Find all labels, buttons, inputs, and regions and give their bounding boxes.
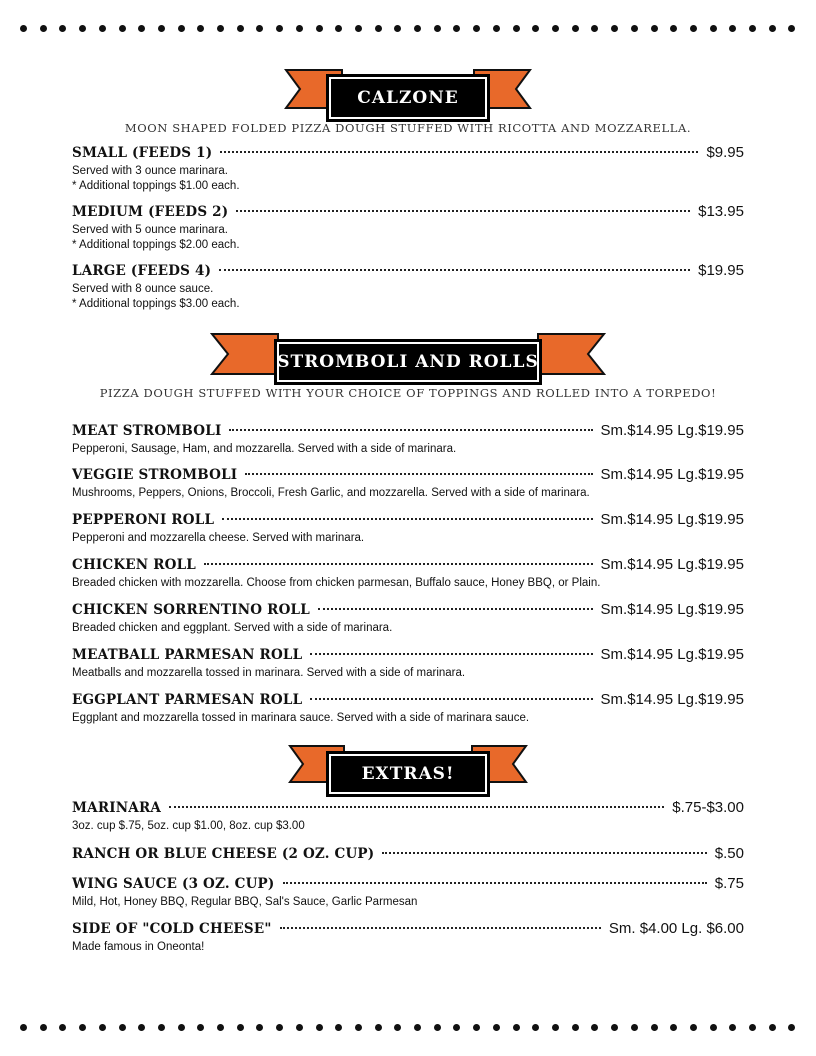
border-dot bbox=[473, 25, 480, 32]
menu-item-description: Pepperoni, Sausage, Ham, and mozzarella. Served with a side of marinara. bbox=[72, 443, 457, 455]
border-dot bbox=[690, 25, 697, 32]
border-dot bbox=[178, 1024, 185, 1031]
border-dot bbox=[237, 1024, 244, 1031]
menu-item-name: RANCH OR BLUE CHEESE (2 OZ. CUP) bbox=[72, 846, 375, 862]
menu-item-row bbox=[72, 144, 744, 164]
menu-item-row bbox=[72, 875, 744, 895]
menu-item-price: $.75 bbox=[714, 875, 744, 892]
border-dot bbox=[394, 1024, 401, 1031]
menu-item-name: EGGPLANT PARMESAN ROLL bbox=[72, 692, 303, 708]
menu-item-description: Mild, Hot, Honey BBQ, Regular BBQ, Sal's Sauce, Garlic Parmesan bbox=[72, 896, 418, 908]
border-dot bbox=[79, 25, 86, 32]
border-dot bbox=[552, 1024, 559, 1031]
menu-item-price: $9.95 bbox=[706, 144, 744, 161]
border-dot bbox=[749, 1024, 756, 1031]
border-dot bbox=[119, 1024, 126, 1031]
menu-item-description: Pepperoni and mozzarella cheese. Served with marinara. bbox=[72, 532, 365, 544]
border-dot bbox=[532, 1024, 539, 1031]
border-dot bbox=[749, 25, 756, 32]
menu-item-name: LARGE (FEEDS 4) bbox=[72, 263, 212, 279]
border-dot bbox=[237, 25, 244, 32]
border-dot bbox=[138, 25, 145, 32]
calzone-title: CALZONE bbox=[326, 74, 490, 122]
border-dot bbox=[99, 25, 106, 32]
menu-item bbox=[72, 511, 744, 546]
border-dot bbox=[296, 1024, 303, 1031]
menu-item bbox=[72, 799, 744, 834]
border-dot bbox=[217, 1024, 224, 1031]
dot-leader bbox=[219, 269, 690, 271]
border-dot bbox=[651, 25, 658, 32]
border-dot bbox=[690, 1024, 697, 1031]
top-dot-border bbox=[20, 23, 796, 33]
border-dot bbox=[414, 1024, 421, 1031]
menu-item-row bbox=[72, 691, 744, 711]
border-dot bbox=[769, 1024, 776, 1031]
border-dot bbox=[729, 1024, 736, 1031]
border-dot bbox=[276, 1024, 283, 1031]
border-dot bbox=[710, 25, 717, 32]
menu-item-row bbox=[72, 466, 744, 486]
border-dot bbox=[552, 25, 559, 32]
menu-item-name: MEATBALL PARMESAN ROLL bbox=[72, 647, 303, 663]
menu-item-price: $.50 bbox=[714, 845, 744, 862]
dot-leader bbox=[310, 653, 592, 655]
menu-item-row bbox=[72, 511, 744, 531]
menu-item-description: Eggplant and mozzarella tossed in marinara sauce. Served with a side of marinara sauce. bbox=[72, 712, 530, 724]
border-dot bbox=[119, 25, 126, 32]
border-dot bbox=[611, 1024, 618, 1031]
menu-item-description: Served with 3 ounce marinara. bbox=[72, 165, 228, 177]
border-dot bbox=[394, 25, 401, 32]
border-dot bbox=[453, 1024, 460, 1031]
menu-item-price: $13.95 bbox=[698, 203, 744, 220]
border-dot bbox=[197, 1024, 204, 1031]
border-dot bbox=[40, 25, 47, 32]
menu-item-row bbox=[72, 422, 744, 442]
border-dot bbox=[572, 1024, 579, 1031]
border-dot bbox=[631, 1024, 638, 1031]
stromboli-intro: PIZZA DOUGH STUFFED WITH YOUR CHOICE OF TOPPINGS AND ROLLED INTO A TORPEDO! bbox=[99, 386, 717, 400]
menu-item-name: PEPPERONI ROLL bbox=[72, 512, 215, 528]
menu-item bbox=[72, 845, 744, 865]
menu-item-row bbox=[72, 920, 744, 940]
border-dot bbox=[611, 25, 618, 32]
menu-item bbox=[72, 875, 744, 910]
border-dot bbox=[99, 1024, 106, 1031]
border-dot bbox=[473, 1024, 480, 1031]
menu-item-description: Served with 5 ounce marinara. bbox=[72, 224, 228, 236]
menu-item-price: Sm.$14.95 Lg.$19.95 bbox=[600, 691, 744, 708]
menu-item bbox=[72, 262, 744, 312]
menu-item-name: MARINARA bbox=[72, 800, 162, 816]
menu-item-name: CHICKEN SORRENTINO ROLL bbox=[72, 602, 310, 618]
border-dot bbox=[59, 1024, 66, 1031]
border-dot bbox=[158, 25, 165, 32]
menu-item bbox=[72, 556, 744, 591]
banner-ribbon-left bbox=[210, 332, 280, 376]
border-dot bbox=[40, 1024, 47, 1031]
menu-item bbox=[72, 601, 744, 636]
menu-item-row bbox=[72, 556, 744, 576]
border-dot bbox=[493, 1024, 500, 1031]
border-dot bbox=[217, 25, 224, 32]
menu-item-description: * Additional toppings $1.00 each. bbox=[72, 180, 240, 192]
border-dot bbox=[256, 25, 263, 32]
border-dot bbox=[276, 25, 283, 32]
menu-item-price: $19.95 bbox=[698, 262, 744, 279]
menu-item bbox=[72, 646, 744, 681]
border-dot bbox=[788, 25, 795, 32]
border-dot bbox=[670, 25, 677, 32]
menu-item-name: MEAT STROMBOLI bbox=[72, 423, 222, 439]
border-dot bbox=[591, 1024, 598, 1031]
menu-item-name: CHICKEN ROLL bbox=[72, 557, 196, 573]
border-dot bbox=[670, 1024, 677, 1031]
border-dot bbox=[355, 25, 362, 32]
dot-leader bbox=[245, 473, 592, 475]
border-dot bbox=[335, 1024, 342, 1031]
menu-item bbox=[72, 203, 744, 253]
border-dot bbox=[158, 1024, 165, 1031]
menu-item bbox=[72, 466, 744, 501]
menu-item-description: Mushrooms, Peppers, Onions, Broccoli, Fresh Garlic, and mozzarella. Served with a side of marinara. bbox=[72, 487, 590, 499]
border-dot bbox=[788, 1024, 795, 1031]
stromboli-title: STROMBOLI AND ROLLS bbox=[274, 339, 542, 385]
dot-leader bbox=[204, 563, 593, 565]
menu-item bbox=[72, 422, 744, 457]
menu-item-price: Sm. $4.00 Lg. $6.00 bbox=[608, 920, 744, 937]
border-dot bbox=[453, 25, 460, 32]
dot-leader bbox=[236, 210, 690, 212]
dot-leader bbox=[222, 518, 592, 520]
dot-leader bbox=[280, 927, 601, 929]
menu-item-description: * Additional toppings $2.00 each. bbox=[72, 239, 240, 251]
extras-title: EXTRAS! bbox=[326, 751, 490, 797]
border-dot bbox=[20, 25, 27, 32]
border-dot bbox=[178, 25, 185, 32]
border-dot bbox=[59, 25, 66, 32]
border-dot bbox=[729, 25, 736, 32]
border-dot bbox=[316, 1024, 323, 1031]
border-dot bbox=[769, 25, 776, 32]
border-dot bbox=[138, 1024, 145, 1031]
menu-item-description: Meatballs and mozzarella tossed in marinara. Served with a side of marinara. bbox=[72, 667, 466, 679]
dot-leader bbox=[283, 882, 707, 884]
menu-item-price: Sm.$14.95 Lg.$19.95 bbox=[600, 422, 744, 439]
border-dot bbox=[197, 25, 204, 32]
border-dot bbox=[375, 25, 382, 32]
menu-item-description: * Additional toppings $3.00 each. bbox=[72, 298, 240, 310]
menu-item-price: Sm.$14.95 Lg.$19.95 bbox=[600, 466, 744, 483]
menu-item-row bbox=[72, 601, 744, 621]
menu-item-row bbox=[72, 262, 744, 282]
menu-item-price: Sm.$14.95 Lg.$19.95 bbox=[600, 511, 744, 528]
border-dot bbox=[79, 1024, 86, 1031]
menu-item-name: WING SAUCE (3 OZ. CUP) bbox=[72, 876, 275, 892]
menu-item-description: Made famous in Oneonta! bbox=[72, 941, 205, 953]
border-dot bbox=[631, 25, 638, 32]
calzone-intro: MOON SHAPED FOLDED PIZZA DOUGH STUFFED WITH RICOTTA AND MOZZARELLA. bbox=[124, 121, 692, 135]
menu-item-row bbox=[72, 799, 744, 819]
menu-item-name: SMALL (FEEDS 1) bbox=[72, 145, 213, 161]
dot-leader bbox=[229, 429, 592, 431]
menu-item-row bbox=[72, 845, 744, 865]
border-dot bbox=[296, 25, 303, 32]
dot-leader bbox=[382, 852, 706, 854]
menu-item-row bbox=[72, 203, 744, 223]
border-dot bbox=[375, 1024, 382, 1031]
border-dot bbox=[572, 25, 579, 32]
menu-item-price: Sm.$14.95 Lg.$19.95 bbox=[600, 646, 744, 663]
menu-item bbox=[72, 691, 744, 726]
menu-item-name: MEDIUM (FEEDS 2) bbox=[72, 204, 229, 220]
border-dot bbox=[20, 1024, 27, 1031]
border-dot bbox=[414, 25, 421, 32]
dot-leader bbox=[310, 698, 592, 700]
menu-item-description: 3oz. cup $.75, 5oz. cup $1.00, 8oz. cup $3.00 bbox=[72, 820, 305, 832]
border-dot bbox=[513, 1024, 520, 1031]
menu-item bbox=[72, 144, 744, 194]
dot-leader bbox=[318, 608, 593, 610]
border-dot bbox=[591, 25, 598, 32]
menu-item-description: Served with 8 ounce sauce. bbox=[72, 283, 214, 295]
bottom-dot-border bbox=[20, 1022, 796, 1032]
menu-item-price: Sm.$14.95 Lg.$19.95 bbox=[600, 556, 744, 573]
menu-item-row bbox=[72, 646, 744, 666]
dot-leader bbox=[169, 806, 664, 808]
border-dot bbox=[513, 25, 520, 32]
border-dot bbox=[355, 1024, 362, 1031]
menu-item bbox=[72, 920, 744, 955]
dot-leader bbox=[220, 151, 698, 153]
menu-item-name: SIDE OF "COLD CHEESE" bbox=[72, 921, 272, 937]
border-dot bbox=[710, 1024, 717, 1031]
border-dot bbox=[434, 25, 441, 32]
menu-item-price: Sm.$14.95 Lg.$19.95 bbox=[600, 601, 744, 618]
menu-item-description: Breaded chicken with mozzarella. Choose from chicken parmesan, Buffalo sauce, Honey BBQ, or Plain. bbox=[72, 577, 601, 589]
border-dot bbox=[651, 1024, 658, 1031]
border-dot bbox=[434, 1024, 441, 1031]
border-dot bbox=[493, 25, 500, 32]
banner-ribbon-right bbox=[536, 332, 606, 376]
menu-item-price: $.75-$3.00 bbox=[672, 799, 744, 816]
border-dot bbox=[316, 25, 323, 32]
border-dot bbox=[532, 25, 539, 32]
border-dot bbox=[256, 1024, 263, 1031]
border-dot bbox=[335, 25, 342, 32]
menu-item-name: VEGGIE STROMBOLI bbox=[72, 467, 238, 483]
menu-item-description: Breaded chicken and eggplant. Served with a side of marinara. bbox=[72, 622, 393, 634]
